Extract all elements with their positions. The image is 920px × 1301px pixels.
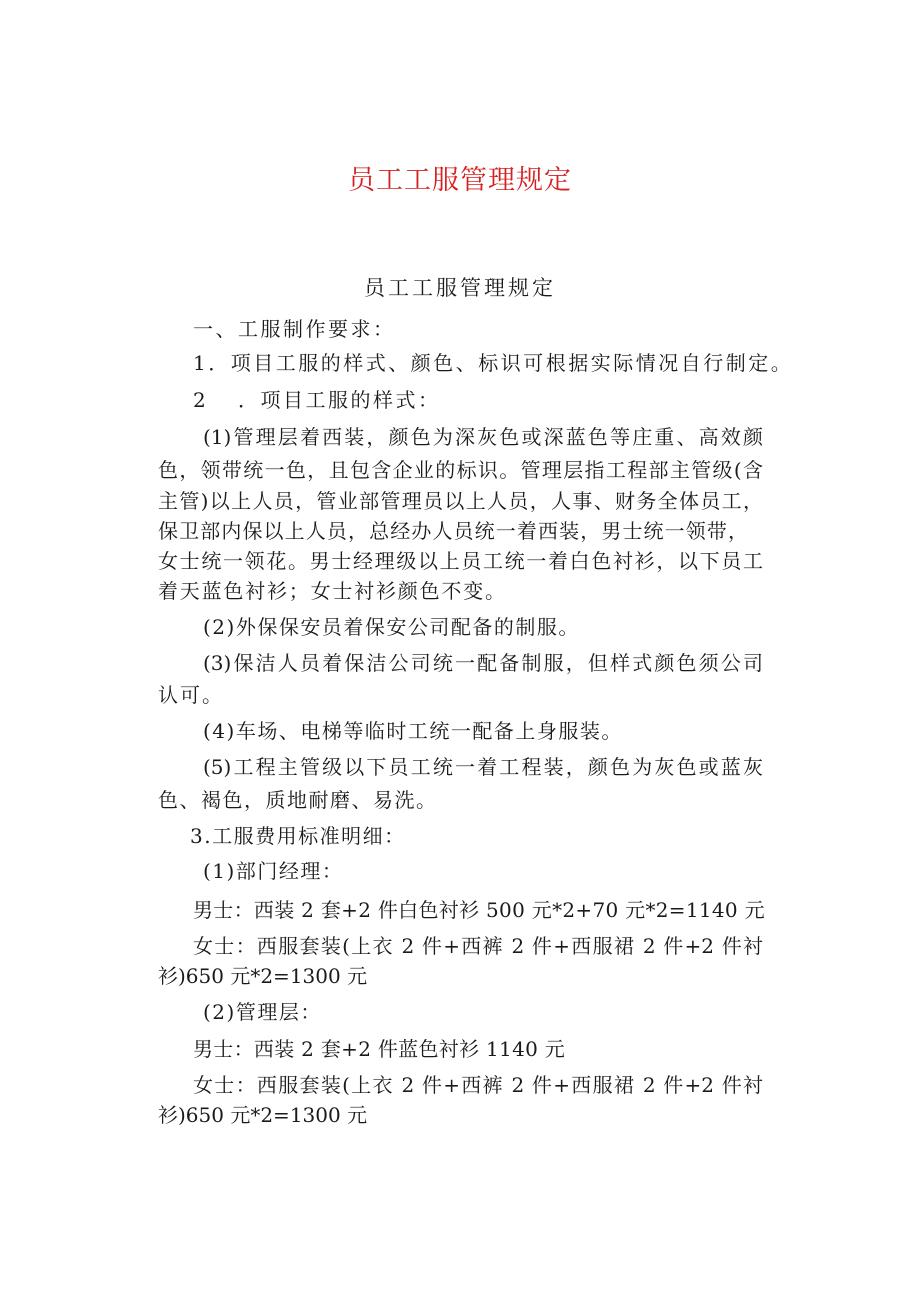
paragraph-1-line-6: 着天蓝色衬衫；女士衬衫颜色不变。 [158,579,507,603]
sub-2-male-line: 男士：西装 2 套+2 件蓝色衬衫 1140 元 [193,1037,566,1061]
item-1: 1．项目工服的样式、颜色、标识可根据实际情况自行制定。 [193,351,794,375]
sub-2-female-line-2: 衫)650 元*2=1300 元 [158,1103,368,1127]
sub-1-female-line-2: 衫)650 元*2=1300 元 [158,964,368,988]
paragraph-1-line-2: 色，领带统一色，且包含企业的标识。管理层指工程部主管级(含 [158,458,763,482]
document-subtitle: 员工工服管理规定 [364,276,556,300]
sub-heading-1: (1)部门经理： [203,859,344,883]
paragraph-1-line-1: (1)管理层着西装，颜色为深灰色或深蓝色等庄重、高效颜 [203,425,763,449]
section-heading-1: 一、工服制作要求： [193,317,396,341]
paragraph-4: (4)车场、电梯等临时工统一配备上身服装。 [203,719,623,743]
paragraph-5-line-1: (5)工程主管级以下员工统一着工程装，颜色为灰色或蓝灰 [203,755,763,779]
item-2-number: 2 [193,388,206,412]
paragraph-5-line-2: 色、褐色，质地耐磨、易洗。 [158,788,438,812]
paragraph-1-line-4: 保卫部内保以上人员，总经办人员统一着西装，男士统一领带， [158,519,748,543]
item-2-text: ．项目工服的样式： [238,388,441,412]
paragraph-2: (2)外保保安员着保安公司配备的制服。 [203,615,580,639]
paragraph-3-line-1: (3)保洁人员着保洁公司统一配备制服，但样式颜色须公司 [203,651,763,675]
section-heading-3: 3.工服费用标准明细： [190,824,406,848]
sub-heading-2: (2)管理层： [203,1000,322,1024]
document-title: 员工工服管理规定 [348,165,572,196]
sub-1-female-line-1: 女士：西服套装(上衣 2 件+西裤 2 件+西服裙 2 件+2 件衬 [193,934,763,958]
sub-1-male-line: 男士：西装 2 套+2 件白色衬衫 500 元*2+70 元*2=1140 元 [193,898,765,922]
paragraph-1-line-3: 主管)以上人员，管业部管理员以上人员，人事、财务全体员工， [158,489,763,513]
paragraph-3-line-2: 认可。 [158,683,224,707]
sub-2-female-line-1: 女士：西服套装(上衣 2 件+西裤 2 件+西服裙 2 件+2 件衬 [193,1073,763,1097]
paragraph-1-line-5: 女士统一领花。男士经理级以上员工统一着白色衬衫，以下员工 [158,549,763,573]
